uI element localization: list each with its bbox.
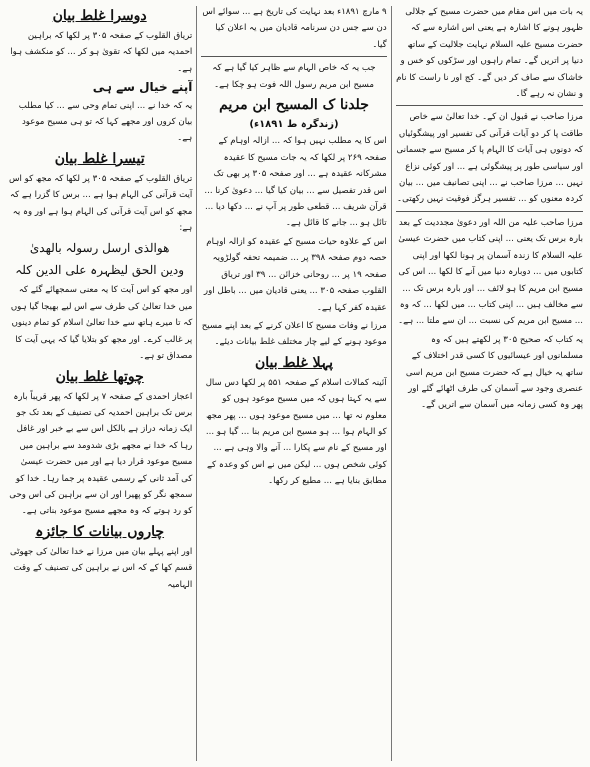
quote-title: جلدنا ک المسیح ابن مریم xyxy=(219,97,369,114)
column-left xyxy=(3,4,196,763)
column-middle xyxy=(197,4,390,763)
section-heading: پہلا غلط بیان xyxy=(254,354,334,371)
divider xyxy=(396,211,583,212)
paragraph: مرزا صاحب نے قبول ان کے۔ خدا تعالیٰ سے خاص طاقت پا کر دو آیات قرآنی کی تفسیر اور پیشگوئیاں کہ دونوں ہی آیات کا الہام پا کر مسیح سے جسمانی اور سیاسی طور پر پیشگوئی ہے ... اور کوئی نزاع نہیں ... مرزا صاحب نے ... اپنی تصانیف میں ... بیان کردہ معنوں کو ... تفسیر ہرگز فوقیت نہیں رکھتی۔ xyxy=(396,112,583,205)
section-heading: چوتھا غلط بیان xyxy=(55,368,144,385)
arabic-verse-line: ودین الحق لیظہرہ علی الدین کلہ xyxy=(15,263,185,278)
paragraph: یہ بات میں اس مقام میں حضرت مسیح کے جلالی ظہور ہونے کا اشارہ ہے یعنی اس اشارہ سے کہ حضرت مسیح علیہ السلام نہایت جلالیت کے ساتھ دنیا پر اتریں گے۔ تمام راہوں اور سڑکوں کو خس و خاشاک سے صاف کر دیں گے۔ کج اور نا راست کا نام و نشان نہ رہے گا۔ xyxy=(396,7,583,100)
paragraph: جب یہ کہ خاص الہام سے ظاہر کیا گیا ہے کہ مسیح ابن مریم رسول اللہ فوت ہو چکا ہے۔ xyxy=(212,63,376,90)
section-heading: تیسرا غلط بیان xyxy=(54,150,145,167)
paragraph: مرزا صاحب علیہ من اللہ اور دعویٰ مجددیت کے بعد بارہ برس تک یعنی ... اپنی کتاب میں حضرت عیسیٰ علیہ السلام کا زندہ آسمان پر ہونا لکھا اور اپنی کتابوں میں ... دوبارہ دنیا میں آنے کا لکھا ... اس کی مسیح ابن مریم کا ہو لائف ... اور بارہ برس تک ... سے مخالف ہیں ... اپنی کتاب ... میں لکھا ... کہ وہ ... مسیح ابن مریم کی نسبت ... ان سے ملتا ... ہے۔ xyxy=(398,217,583,327)
paragraph: اعجاز احمدی کے صفحہ ۷ پر لکھا کہ پھر قریباً بارہ برس تک براہین احمدیہ کی تصنیف کے بعد تک جو ایک زمانہ دراز ہے بالکل اس سے بے خبر اور غافل رہا کہ خدا نے مجھے بڑی شدومد سے براہین میں مسیح موعود قرار دیا ہے اور میں حضرت عیسیٰ کی آمد ثانی کے رسمی عقیدہ پر جما رہا۔ خدا کو سمجھ نگر کو پھیرا اور ان سے براہین کی اس وحی کو رد ہوتے کہ وہ مجھے مسیح موعود بناتی ہے۔ xyxy=(9,391,193,517)
quote-source: (زندگرہ ط ۱۸۹۱ء) xyxy=(249,119,339,131)
emphasized-text: آپنے خیال سے ہی xyxy=(92,80,193,95)
paragraph: تریاق القلوب کے صفحہ ۳۰۵ پر لکھا کہ مجھ کو اس آیت قرآنی کی الہام ہوا ہے ... برس کا گزرا ہے کہ مجھ کو اس آیت قرآنی کی الہام ہوا ہے اور وہ یہ ہے: xyxy=(9,173,193,234)
column-right xyxy=(392,4,587,763)
paragraph: تریاق القلوب کے صفحہ ۳۰۵ پر لکھا کہ براہین احمدیہ میں لکھا کہ تقویٰ ہو کر ... کو منکشف ہوا ہے۔ xyxy=(10,31,193,74)
divider xyxy=(396,105,583,106)
arabic-verse-line: ھوالذی ارسل رسولہ بالھدیٰ xyxy=(29,241,170,256)
paragraph: مرزا نے وفات مسیح کا اعلان کرنے کے بعد اپنے مسیح موعود ہونے کے لیے چار مختلف غلط بیانات دیئے۔ xyxy=(201,320,387,348)
paragraph: اس کا یہ مطلب نہیں ہوا کہ ... ازالہ اوہام کے صفحہ ۲۶۹ پر لکھا کہ یہ جات مسیح کا عقیدہ مشرکانہ عقیدہ ہے ... اور صفحہ ۳۰۵ پر بھی تک اس قدر تفصیل سے ... بیان کیا گیا ... دعویٰ کرنا ... قرآن شریف ... قطعی طور پر آپ نے ... دکھا دیا ... تائل ہو ... جانے کا قائل ہے۔ xyxy=(204,136,387,229)
section-heading: چاروں بیانات کا جائزہ xyxy=(35,523,165,540)
paragraph: اور اپنے پہلے بیان میں مرزا نے خدا تعالیٰ کی جھوٹی قسم کھا کے کہ اس نے براہین کی تصنیف کے وقت الہامیہ xyxy=(9,546,193,590)
paragraph: یہ کتاب کہ صحیح ۳۰۵ پر لکھتے ہیں کہ وہ مسلمانوں اور عیسائیوں کا کسی قدر اختلاف کے ساتھ یہ خیال ہے کہ حضرت مسیح ابن مریم اسی عنصری وجود سے آسمان کی طرف اٹھائے گئے اور پھر وہ کسی زمانہ میں آسمان سے اتریں گے۔ xyxy=(405,334,583,411)
paragraph: ۹ مارچ ۱۸۹۱ء بعد نہایت کی تاریخ ہے ... سوائے اس دن سے جس دن سرنامہ قادیان میں یہ اعلان کیا گیا۔ xyxy=(202,7,387,50)
paragraph: آئینہ کمالات اسلام کے صفحہ ۵۵۱ پر لکھا دس سال سے یہ کہتا ہوں کہ میں مسیح موعود ہوں کو معلوم نہ تھا ... میں مسیح موعود ہوں ... پھر مجھ کو الہام ہوا ... ہو مسیح ابن مریم بنا ... گیا ہو ... اور مسیح کے نام سے پکارا ... آنے والا وہی ہے ... کوئی شخص ہوں ... لیکن میں نے اس کو وعدہ کے مطابق بنایا ہے ... مطیع کر رکھا۔ xyxy=(205,377,387,487)
paragraph: اس کے علاوہ حیات مسیح کے عقیدہ کو ازالہ اوہام حصہ دوم صفحہ ۳۹۸ پر ... ضمیمہ تحفہ گولڑویہ صفحہ ۱۹ پر ... روحانی خزائن ... ۳۹ اور تریاق القلوب صفحہ ۳۰۵ ... یعنی قادیان میں ... باطل اور عقیدہ کفر کہا ہے۔ xyxy=(203,236,387,313)
paragraph: اور مجھ کو اس آیت کا یہ معنی سمجھائے گئے کہ میں خدا تعالیٰ کی طرف سے اس لیے بھیجا گیا ہوں کہ تا میرے ہاتھ سے خدا تعالیٰ اسلام کو تمام دینوں پر غالب کرے۔ اور مجھ کو بتلایا گیا کہ یہی آیت کا مصداق تو ہے۔ xyxy=(10,285,193,362)
paragraph: یہ کہ خدا نے ... اپنی تمام وحی سے ... کیا مطلب بیان کروں اور مجھے کہا کہ تو ہی مسیح موعود ہے۔ xyxy=(18,100,193,144)
section-heading: دوسرا غلط بیان xyxy=(52,8,147,24)
divider xyxy=(201,56,386,57)
